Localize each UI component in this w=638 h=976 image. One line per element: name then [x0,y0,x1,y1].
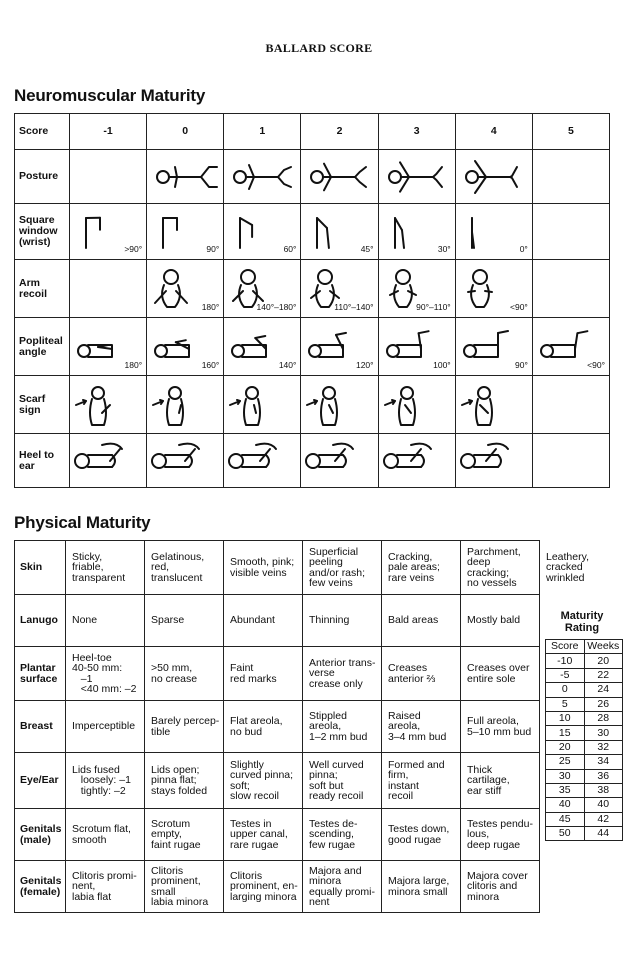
neuromuscular-figure-cell [378,318,455,376]
neuromuscular-row-label: Heel to ear [15,434,70,488]
physical-cell: Clitoris promi- nent, labia flat [66,861,145,913]
neuromuscular-figure [303,383,375,427]
physical-cell: Bald areas [382,595,461,647]
maturity-cell: 45 [546,812,585,826]
neuromuscular-figure-cell [224,376,301,434]
angle-label: <90° [587,360,605,370]
maturity-cell: -10 [546,654,585,668]
neuromuscular-figure-cell [224,260,301,318]
angle-label: 140° [278,360,297,370]
physical-cell: Scrotum flat, smooth [66,809,145,861]
physical-cell: Sticky, friable, transparent [66,541,145,595]
physical-cell: Superficial peeling and/or rash; few veins [303,541,382,595]
maturity-cell: 42 [584,812,623,826]
physical-cell: Majora large, minora small [382,861,461,913]
angle-label: >90° [124,244,143,254]
neuromuscular-figure [303,439,375,483]
neuromuscular-figure [72,439,144,483]
angle-label: 140°–180° [256,302,297,312]
angle-label: 110°–140° [334,302,374,312]
physical-cell: Flat areola, no bud [224,701,303,753]
physical-cell: Barely percep- tible [145,701,224,753]
angle-label: 90°–110° [416,302,451,312]
neuromuscular-figure [381,155,453,199]
neuromuscular-heading: Neuromuscular Maturity [14,86,206,105]
neuromuscular-figure-cell [301,150,378,204]
physical-cell: Heel-toe 40-50 mm: –1 <40 mm: –2 [66,647,145,701]
neuromuscular-figure-cell [70,434,147,488]
maturity-cell: 50 [546,827,585,841]
neuromuscular-figure-cell [224,150,301,204]
neuromuscular-figure-cell [455,318,532,376]
maturity-cell: 35 [546,783,585,797]
neuromuscular-figure [149,439,221,483]
maturity-cell: 38 [584,783,623,797]
neuromuscular-figure-cell [532,260,609,318]
physical-cell: Sparse [145,595,224,647]
angle-label: 30° [437,244,451,254]
neuromuscular-row-label: Arm recoil [15,260,70,318]
neuromuscular-figure-cell [147,150,224,204]
neuromuscular-figure [72,383,144,427]
physical-cell: Full areola, 5–10 mm bud [461,701,540,753]
maturity-cell: 15 [546,726,585,740]
neuromuscular-figure-cell [301,434,378,488]
neuromuscular-figure-cell [378,150,455,204]
angle-label: 0° [519,244,528,254]
score-header: 2 [301,114,378,150]
physical-cell: Creases over entire sole [461,647,540,701]
neuromuscular-figure-cell [532,150,609,204]
physical-cell: Stippled areola, 1–2 mm bud [303,701,382,753]
neuromuscular-figure-cell [70,376,147,434]
maturity-rating-title: Maturity Rating [560,610,604,634]
neuromuscular-figure [458,383,530,427]
neuromuscular-row-label: Popliteal angle [15,318,70,376]
neuromuscular-figure-cell [70,318,147,376]
physical-cell: Lids open; pinna flat; stays folded [145,753,224,809]
maturity-cell: 0 [546,683,585,697]
physical-cell: Gelatinous, red, translucent [145,541,224,595]
neuromuscular-figure-cell [378,376,455,434]
neuromuscular-figure-cell [378,260,455,318]
physical-cell: Imperceptible [66,701,145,753]
neuromuscular-figure-cell [455,260,532,318]
physical-row-label: Skin [15,541,66,595]
physical-cell: Cracking, pale areas; rare veins [382,541,461,595]
physical-cell: Testes pendu- lous, deep rugae [461,809,540,861]
maturity-cell: 30 [584,726,623,740]
physical-row-label: Plantar surface [15,647,66,701]
neuromuscular-figure [149,155,221,199]
physical-cell: Slightly curved pinna; soft; slow recoil [224,753,303,809]
physical-cell: Creases anterior ⅔ [382,647,461,701]
neuromuscular-row-label: Posture [15,150,70,204]
angle-label: <90° [510,302,528,312]
angle-label: 90° [514,360,528,370]
maturity-cell: 40 [584,798,623,812]
score-header: 0 [147,114,224,150]
neuromuscular-figure-cell [455,150,532,204]
maturity-cell: 40 [546,798,585,812]
physical-cell: None [66,595,145,647]
physical-cell: Anterior trans- verse crease only [303,647,382,701]
neuromuscular-figure-cell [532,376,609,434]
neuromuscular-figure-cell [455,204,532,260]
neuromuscular-figure-cell [455,434,532,488]
neuromuscular-figure-cell [147,204,224,260]
neuromuscular-figure-cell [147,376,224,434]
angle-label: 180° [124,360,143,370]
neuromuscular-figure-cell [301,318,378,376]
physical-cell: Abundant [224,595,303,647]
physical-cell: Parchment, deep cracking; no vessels [461,541,540,595]
physical-row-label: Eye/Ear [15,753,66,809]
score-header: 1 [224,114,301,150]
physical-cell: Testes in upper canal, rare rugae [224,809,303,861]
maturity-header: Weeks [584,640,623,654]
physical-row-label: Genitals (female) [15,861,66,913]
physical-cell: Lids fused loosely: –1 tightly: –2 [66,753,145,809]
physical-cell: Mostly bald [461,595,540,647]
physical-cell: Formed and firm, instant recoil [382,753,461,809]
neuromuscular-figure-cell [378,204,455,260]
physical-cell: Majora cover clitoris and minora [461,861,540,913]
physical-cell: Scrotum empty, faint rugae [145,809,224,861]
neuromuscular-figure-cell [301,204,378,260]
neuromuscular-figure-cell [532,204,609,260]
score-header: 4 [455,114,532,150]
maturity-rating [541,610,623,841]
neuromuscular-row-label: Square window (wrist) [15,204,70,260]
score-header-label: Score [15,114,70,150]
neuromuscular-figure-cell [224,204,301,260]
neuromuscular-figure-cell [70,204,147,260]
neuromuscular-figure-cell [70,260,147,318]
neuromuscular-figure-cell [301,376,378,434]
maturity-header: Score [546,640,585,654]
neuromuscular-figure-cell [532,434,609,488]
angle-label: 60° [283,244,297,254]
physical-cell: Faint red marks [224,647,303,701]
neuromuscular-figure [226,383,298,427]
physical-cell: Testes de- scending, few rugae [303,809,382,861]
maturity-cell: -5 [546,668,585,682]
maturity-cell: 32 [584,740,623,754]
maturity-cell: 30 [546,769,585,783]
neuromuscular-figure-cell [147,318,224,376]
maturity-cell: 28 [584,711,623,725]
neuromuscular-figure-cell [455,376,532,434]
maturity-cell: 34 [584,755,623,769]
score-header: 3 [378,114,455,150]
physical-cell: Well curved pinna; soft but ready recoil [303,753,382,809]
maturity-cell: 10 [546,711,585,725]
neuromuscular-figure-cell [70,150,147,204]
neuromuscular-figure-cell [224,318,301,376]
physical-cell: Majora and minora equally promi- nent [303,861,382,913]
physical-row-label: Breast [15,701,66,753]
neuromuscular-figure [226,439,298,483]
angle-label: 160° [201,360,220,370]
physical-row-label: Genitals (male) [15,809,66,861]
maturity-cell: 25 [546,755,585,769]
neuromuscular-figure-cell [147,260,224,318]
neuromuscular-figure [381,439,453,483]
neuromuscular-figure-cell [301,260,378,318]
neuromuscular-figure-cell [147,434,224,488]
maturity-cell: 44 [584,827,623,841]
physical-cell: Smooth, pink; visible veins [224,541,303,595]
angle-label: 45° [360,244,374,254]
neuromuscular-row-label: Scarf sign [15,376,70,434]
neuromuscular-figure [458,155,530,199]
physical-cell: Clitoris prominent, en- larging minora [224,861,303,913]
maturity-cell: 20 [584,654,623,668]
neuromuscular-figure-cell [224,434,301,488]
maturity-cell: 5 [546,697,585,711]
angle-label: 90° [206,244,220,254]
physical-cell: Clitoris prominent, small labia minora [145,861,224,913]
score-header: 5 [532,114,609,150]
neuromuscular-figure [149,383,221,427]
maturity-rating-table [545,639,623,841]
physical-table: Skin Sticky, friable, transparent Gelatinous, red, translucent Smooth, pink; visible veins Superficial peeling and/or rash; few veins Cracking, pale areas; rare veins Parchment, deep cracking; no vessels Leathery, cracked wrinkled Lanugo None Sparse Abundant Thinning Bald areas Mostly bald Plantar surface Heel-toe 40-50 mm: –1 <40 mm: –2 >50 mm, no crease Faint red marks Anterior trans- verse crease only Creases anterior ⅔ Creases over entire sole Breast Imperceptible Barely percep- tible Flat areola, no bud Stippled areola, 1–2 mm bud Raised areola, 3–4 mm bud Full areola, 5–10 mm bud Eye/Ear Lids fused loosely: –1 tightly: –2 Lids open; pinna flat; stays folded Slightly curved pinna; soft; slow recoil Well curved pinna; soft but ready recoil Formed and firm, instant recoil Thick cartilage, ear stiff Genitals (male) Scrotum flat, smooth Scrotum empty, faint rugae Testes in upper canal, rare rugae Testes de- scending, few rugae Testes down, good rugae Testes pendu- lous, deep rugae Genitals (female) Clitoris promi- nent, labia flat Clitoris prominent, small labia minora Clitoris prominent, en- larging minora Majora and minora equally promi- nent Majora large, minora small Majora cover clitoris and minora [14,540,540,913]
maturity-cell: 36 [584,769,623,783]
score-header: -1 [70,114,147,150]
physical-cell: >50 mm, no crease [145,647,224,701]
maturity-cell: 26 [584,697,623,711]
neuromuscular-figure [303,155,375,199]
angle-label: 180° [201,302,220,312]
physical-cell: Testes down, good rugae [382,809,461,861]
physical-row-label: Lanugo [15,595,66,647]
neuromuscular-figure-cell [532,318,609,376]
physical-heading: Physical Maturity [14,513,151,532]
maturity-cell: 20 [546,740,585,754]
neuromuscular-figure [458,439,530,483]
neuromuscular-figure-cell [378,434,455,488]
neuromuscular-table [14,113,610,488]
neuromuscular-figure [226,155,298,199]
maturity-cell: 22 [584,668,623,682]
angle-label: 120° [355,360,374,370]
document-title: BALLARD SCORE [265,41,373,55]
physical-cell: Thinning [303,595,382,647]
angle-label: 100° [433,360,451,370]
physical-cell: Raised areola, 3–4 mm bud [382,701,461,753]
physical-cell: Thick cartilage, ear stiff [461,753,540,809]
maturity-cell: 24 [584,683,623,697]
neuromuscular-figure [381,383,453,427]
